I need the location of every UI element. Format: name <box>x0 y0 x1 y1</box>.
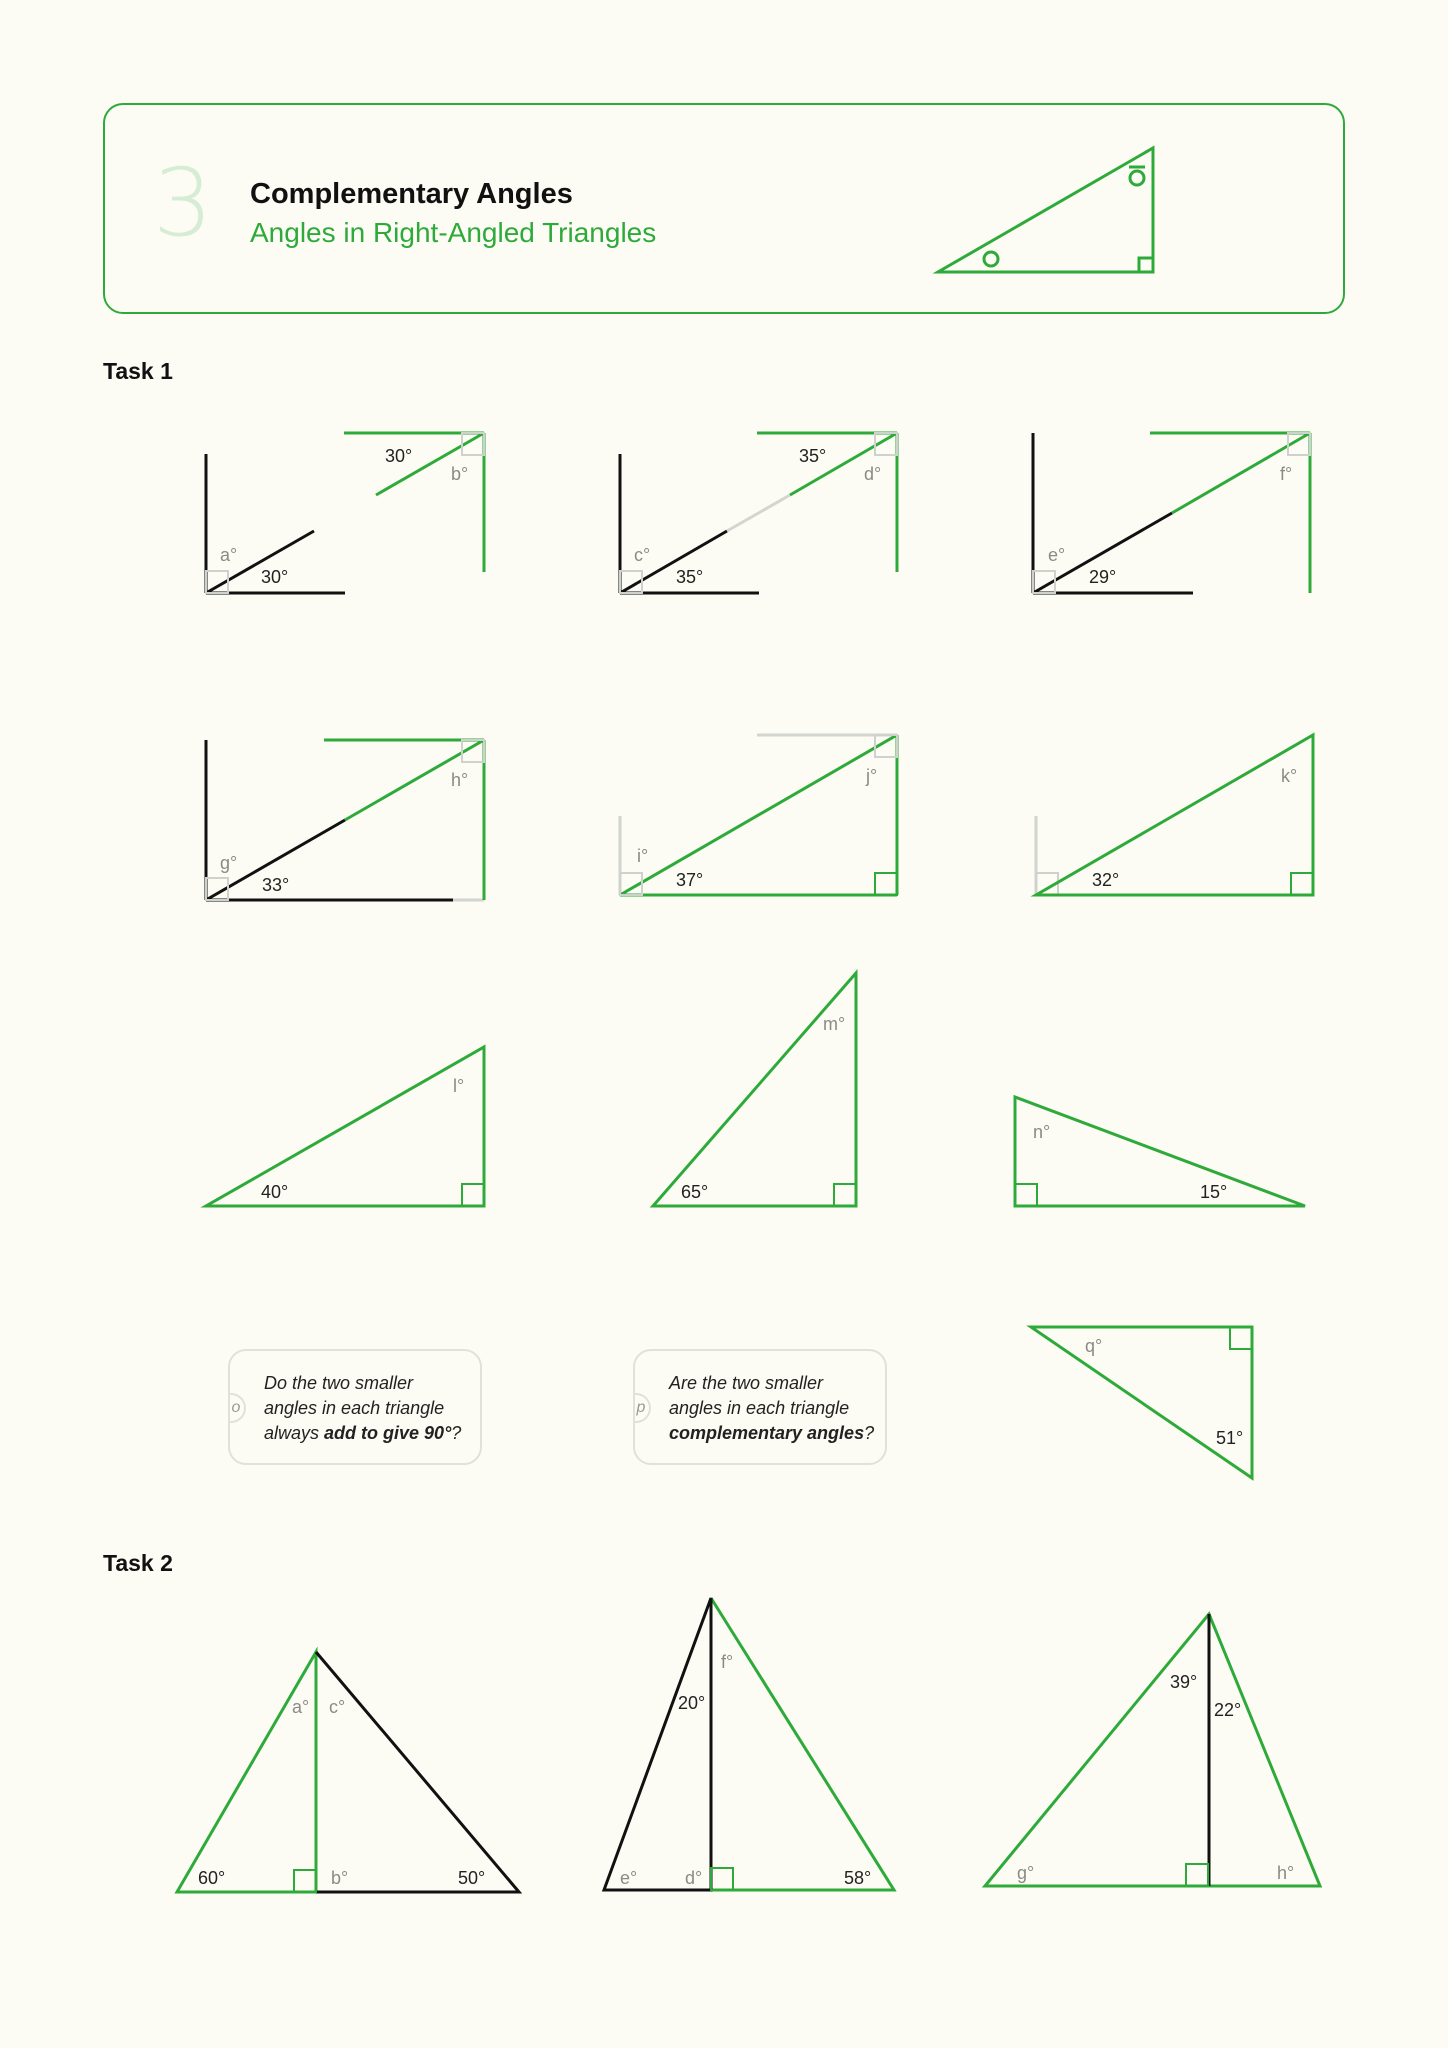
label-n: n° <box>1033 1122 1051 1142</box>
t1-triangle-m <box>653 973 856 1206</box>
t1-figure-a-b <box>206 433 484 593</box>
label-30-lower: 30° <box>261 567 289 587</box>
t2-label-d: d° <box>685 1868 703 1888</box>
label-35-lower: 35° <box>676 567 704 587</box>
t2-figure-2 <box>604 1598 894 1890</box>
question-o-line2: angles in each triangle <box>264 1398 445 1418</box>
t1-triangle-q <box>1031 1327 1252 1478</box>
t2-label-g: g° <box>1017 1863 1035 1883</box>
t2-label-a: a° <box>292 1697 310 1717</box>
label-d: d° <box>864 464 882 484</box>
question-text-p <box>669 1371 883 1446</box>
label-33: 33° <box>262 875 290 895</box>
label-30-upper: 30° <box>385 446 413 466</box>
t2-label-20: 20° <box>678 1693 706 1713</box>
label-29: 29° <box>1089 567 1117 587</box>
question-o-line3 <box>264 1421 478 1446</box>
label-q: q° <box>1085 1336 1103 1356</box>
label-51: 51° <box>1216 1428 1244 1448</box>
t2-figure-1 <box>177 1652 519 1892</box>
label-l: l° <box>453 1076 465 1096</box>
question-p-emphasis: complementary angles <box>669 1423 865 1443</box>
t2-label-39: 39° <box>1170 1672 1198 1692</box>
label-e: e° <box>1048 545 1066 565</box>
t1-figure-i-j <box>620 735 897 895</box>
question-card-o <box>228 1349 482 1465</box>
page-title: Complementary Angles <box>250 178 573 210</box>
t2-label-e: e° <box>620 1868 638 1888</box>
label-f: f° <box>1280 464 1293 484</box>
right-triangle-icon <box>938 148 1153 272</box>
label-i: i° <box>637 846 649 866</box>
label-65: 65° <box>681 1182 709 1202</box>
label-b: b° <box>451 464 469 484</box>
question-p-line1: Are the two smaller <box>669 1373 824 1393</box>
t1-figure-k <box>1036 735 1313 895</box>
label-m: m° <box>823 1014 846 1034</box>
label-g: g° <box>220 853 238 873</box>
t2-label-h: h° <box>1277 1863 1295 1883</box>
question-text-o <box>264 1371 478 1446</box>
label-32: 32° <box>1092 870 1120 890</box>
t1-figure-g-h <box>206 740 484 900</box>
t2-label-c: c° <box>329 1697 346 1717</box>
label-40: 40° <box>261 1182 289 1202</box>
t2-label-b: b° <box>331 1868 349 1888</box>
label-a: a° <box>220 545 238 565</box>
label-j: j° <box>866 766 878 786</box>
question-p-line2: angles in each triangle <box>669 1398 850 1418</box>
question-o-line3c: ? <box>451 1423 462 1443</box>
label-35-upper: 35° <box>799 446 827 466</box>
t2-label-50: 50° <box>458 1868 486 1888</box>
question-o-emphasis: add to give 90° <box>324 1423 452 1443</box>
question-o-line1: Do the two smaller <box>264 1373 414 1393</box>
label-37: 37° <box>676 870 704 890</box>
task-1-label: Task 1 <box>103 358 173 384</box>
t1-triangle-n <box>1015 1097 1305 1206</box>
t2-label-60: 60° <box>198 1868 226 1888</box>
t1-triangle-l <box>206 1047 484 1206</box>
t1-figure-e-f <box>1033 433 1310 593</box>
label-k: k° <box>1281 766 1298 786</box>
task2-labels <box>198 1652 1294 1888</box>
question-tag-o: o <box>228 1393 246 1423</box>
task-2-label: Task 2 <box>103 1550 173 1576</box>
label-15: 15° <box>1200 1182 1228 1202</box>
question-p-line3c: ? <box>864 1423 875 1443</box>
label-h: h° <box>451 770 469 790</box>
question-o-line3a: always <box>264 1423 325 1443</box>
task1-labels <box>220 446 1297 1448</box>
t2-figure-3 <box>985 1614 1320 1886</box>
label-c: c° <box>634 545 651 565</box>
t2-label-22: 22° <box>1214 1700 1242 1720</box>
chapter-number: 3 <box>153 149 213 258</box>
question-p-line3 <box>669 1421 883 1446</box>
page-subtitle: Angles in Right-Angled Triangles <box>250 217 657 248</box>
t2-label-58: 58° <box>844 1868 872 1888</box>
t2-label-f: f° <box>721 1652 734 1672</box>
question-tag-p: p <box>633 1393 651 1423</box>
question-card-p <box>633 1349 887 1465</box>
t1-figure-c-d <box>620 433 897 593</box>
